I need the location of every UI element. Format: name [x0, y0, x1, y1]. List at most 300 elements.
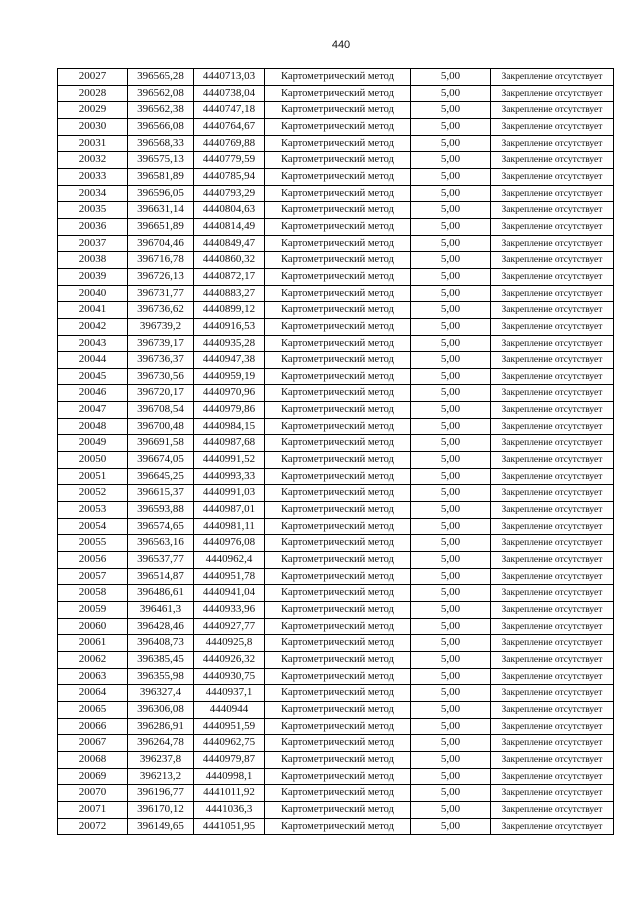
cell-point-number: 20037 — [58, 236, 128, 253]
table-row — [58, 336, 614, 353]
table-row — [58, 485, 614, 502]
table-row — [58, 569, 614, 586]
table-row — [58, 152, 614, 169]
cell-point-number: 20058 — [58, 585, 128, 602]
cell-coordinate-y: 4440785,94 — [194, 169, 265, 186]
cell-coordinate-y: 4440793,29 — [194, 186, 265, 203]
table-row — [58, 619, 614, 636]
cell-coordinate-x: 396708,54 — [128, 402, 194, 419]
cell-fixing: Закрепление отсутствует — [491, 219, 614, 236]
cell-precision: 5,00 — [411, 719, 491, 736]
cell-point-number: 20027 — [58, 69, 128, 86]
cell-point-number: 20043 — [58, 336, 128, 353]
cell-precision: 5,00 — [411, 219, 491, 236]
cell-method: Картометрический метод — [265, 236, 411, 253]
cell-point-number: 20029 — [58, 102, 128, 119]
cell-precision: 5,00 — [411, 302, 491, 319]
cell-method: Картометрический метод — [265, 319, 411, 336]
cell-precision: 5,00 — [411, 819, 491, 836]
cell-precision: 5,00 — [411, 519, 491, 536]
cell-precision: 5,00 — [411, 535, 491, 552]
cell-method: Картометрический метод — [265, 102, 411, 119]
cell-precision: 5,00 — [411, 169, 491, 186]
cell-coordinate-x: 396286,91 — [128, 719, 194, 736]
cell-fixing: Закрепление отсутствует — [491, 685, 614, 702]
cell-point-number: 20067 — [58, 735, 128, 752]
cell-method: Картометрический метод — [265, 519, 411, 536]
cell-point-number: 20052 — [58, 485, 128, 502]
cell-precision: 5,00 — [411, 402, 491, 419]
cell-point-number: 20036 — [58, 219, 128, 236]
cell-coordinate-x: 396736,37 — [128, 352, 194, 369]
table-row — [58, 702, 614, 719]
cell-coordinate-x: 396385,45 — [128, 652, 194, 669]
cell-fixing: Закрепление отсутствует — [491, 802, 614, 819]
cell-point-number: 20050 — [58, 452, 128, 469]
cell-precision: 5,00 — [411, 186, 491, 203]
cell-coordinate-y: 4440769,88 — [194, 136, 265, 153]
cell-fixing: Закрепление отсутствует — [491, 819, 614, 836]
cell-method: Картометрический метод — [265, 86, 411, 103]
cell-precision: 5,00 — [411, 269, 491, 286]
cell-point-number: 20044 — [58, 352, 128, 369]
cell-fixing: Закрепление отсутствует — [491, 619, 614, 636]
cell-fixing: Закрепление отсутствует — [491, 252, 614, 269]
cell-method: Картометрический метод — [265, 802, 411, 819]
table-row — [58, 719, 614, 736]
cell-method: Картометрический метод — [265, 336, 411, 353]
cell-coordinate-x: 396651,89 — [128, 219, 194, 236]
table-row — [58, 769, 614, 786]
cell-coordinate-y: 4440937,1 — [194, 685, 265, 702]
cell-method: Картометрический метод — [265, 252, 411, 269]
cell-method: Картометрический метод — [265, 569, 411, 586]
cell-point-number: 20055 — [58, 535, 128, 552]
cell-point-number: 20045 — [58, 369, 128, 386]
cell-method: Картометрический метод — [265, 585, 411, 602]
cell-coordinate-x: 396739,2 — [128, 319, 194, 336]
cell-point-number: 20039 — [58, 269, 128, 286]
cell-fixing: Закрепление отсутствует — [491, 602, 614, 619]
table-row — [58, 635, 614, 652]
cell-fixing: Закрепление отсутствует — [491, 302, 614, 319]
cell-coordinate-y: 4440998,1 — [194, 769, 265, 786]
cell-coordinate-y: 4440872,17 — [194, 269, 265, 286]
cell-fixing: Закрепление отсутствует — [491, 585, 614, 602]
cell-coordinate-x: 396720,17 — [128, 385, 194, 402]
cell-method: Картометрический метод — [265, 302, 411, 319]
cell-fixing: Закрепление отсутствует — [491, 552, 614, 569]
cell-precision: 5,00 — [411, 619, 491, 636]
table-row — [58, 685, 614, 702]
table-row — [58, 119, 614, 136]
cell-fixing: Закрепление отсутствует — [491, 69, 614, 86]
cell-coordinate-x: 396645,25 — [128, 469, 194, 486]
cell-coordinate-x: 396562,38 — [128, 102, 194, 119]
cell-coordinate-x: 396327,4 — [128, 685, 194, 702]
cell-method: Картометрический метод — [265, 352, 411, 369]
cell-point-number: 20038 — [58, 252, 128, 269]
cell-fixing: Закрепление отсутствует — [491, 752, 614, 769]
cell-method: Картометрический метод — [265, 152, 411, 169]
cell-coordinate-y: 4440993,33 — [194, 469, 265, 486]
table-row — [58, 469, 614, 486]
cell-coordinate-y: 4440944 — [194, 702, 265, 719]
cell-coordinate-y: 4440979,86 — [194, 402, 265, 419]
cell-coordinate-x: 396170,12 — [128, 802, 194, 819]
cell-coordinate-y: 4440747,18 — [194, 102, 265, 119]
cell-fixing: Закрепление отсутствует — [491, 469, 614, 486]
cell-method: Картометрический метод — [265, 552, 411, 569]
cell-coordinate-y: 4440713,03 — [194, 69, 265, 86]
cell-coordinate-x: 396575,13 — [128, 152, 194, 169]
cell-method: Картометрический метод — [265, 719, 411, 736]
cell-method: Картометрический метод — [265, 369, 411, 386]
cell-method: Картометрический метод — [265, 702, 411, 719]
cell-coordinate-y: 4441051,95 — [194, 819, 265, 836]
cell-coordinate-x: 396731,77 — [128, 286, 194, 303]
cell-coordinate-x: 396565,28 — [128, 69, 194, 86]
cell-precision: 5,00 — [411, 202, 491, 219]
cell-coordinate-x: 396306,08 — [128, 702, 194, 719]
table-row — [58, 302, 614, 319]
cell-coordinate-x: 396716,78 — [128, 252, 194, 269]
cell-method: Картометрический метод — [265, 186, 411, 203]
cell-coordinate-x: 396563,16 — [128, 535, 194, 552]
cell-precision: 5,00 — [411, 552, 491, 569]
cell-fixing: Закрепление отсутствует — [491, 152, 614, 169]
cell-coordinate-y: 4440860,32 — [194, 252, 265, 269]
cell-point-number: 20042 — [58, 319, 128, 336]
cell-coordinate-y: 4440987,01 — [194, 502, 265, 519]
cell-fixing: Закрепление отсутствует — [491, 119, 614, 136]
cell-point-number: 20046 — [58, 385, 128, 402]
cell-precision: 5,00 — [411, 369, 491, 386]
cell-coordinate-y: 4441036,3 — [194, 802, 265, 819]
cell-fixing: Закрепление отсутствует — [491, 502, 614, 519]
cell-coordinate-x: 396264,78 — [128, 735, 194, 752]
table-row — [58, 419, 614, 436]
table-row — [58, 735, 614, 752]
cell-point-number: 20035 — [58, 202, 128, 219]
table-row — [58, 286, 614, 303]
cell-coordinate-y: 4440927,77 — [194, 619, 265, 636]
cell-precision: 5,00 — [411, 136, 491, 153]
cell-coordinate-x: 396562,08 — [128, 86, 194, 103]
coordinates-table — [57, 68, 614, 835]
cell-coordinate-y: 4440959,19 — [194, 369, 265, 386]
cell-precision: 5,00 — [411, 702, 491, 719]
cell-method: Картометрический метод — [265, 69, 411, 86]
cell-method: Картометрический метод — [265, 286, 411, 303]
cell-coordinate-x: 396704,46 — [128, 236, 194, 253]
cell-method: Картометрический метод — [265, 269, 411, 286]
cell-coordinate-x: 396631,14 — [128, 202, 194, 219]
cell-fixing: Закрепление отсутствует — [491, 652, 614, 669]
cell-coordinate-y: 4440970,96 — [194, 385, 265, 402]
cell-precision: 5,00 — [411, 119, 491, 136]
cell-coordinate-x: 396736,62 — [128, 302, 194, 319]
cell-coordinate-y: 4440962,75 — [194, 735, 265, 752]
cell-fixing: Закрепление отсутствует — [491, 319, 614, 336]
cell-fixing: Закрепление отсутствует — [491, 419, 614, 436]
cell-point-number: 20048 — [58, 419, 128, 436]
cell-point-number: 20032 — [58, 152, 128, 169]
cell-coordinate-x: 396700,48 — [128, 419, 194, 436]
table-row — [58, 136, 614, 153]
cell-point-number: 20066 — [58, 719, 128, 736]
cell-coordinate-x: 396568,33 — [128, 136, 194, 153]
cell-point-number: 20030 — [58, 119, 128, 136]
cell-point-number: 20063 — [58, 669, 128, 686]
cell-fixing: Закрепление отсутствует — [491, 286, 614, 303]
cell-coordinate-y: 4440738,04 — [194, 86, 265, 103]
cell-method: Картометрический метод — [265, 469, 411, 486]
table-row — [58, 385, 614, 402]
cell-coordinate-y: 4440916,53 — [194, 319, 265, 336]
cell-point-number: 20031 — [58, 136, 128, 153]
table-row — [58, 219, 614, 236]
cell-coordinate-x: 396486,61 — [128, 585, 194, 602]
table-row — [58, 252, 614, 269]
cell-coordinate-x: 396149,65 — [128, 819, 194, 836]
cell-coordinate-y: 4440926,32 — [194, 652, 265, 669]
cell-coordinate-y: 4440764,67 — [194, 119, 265, 136]
cell-method: Картометрический метод — [265, 602, 411, 619]
cell-point-number: 20061 — [58, 635, 128, 652]
cell-precision: 5,00 — [411, 785, 491, 802]
table-row — [58, 552, 614, 569]
cell-method: Картометрический метод — [265, 385, 411, 402]
cell-fixing: Закрепление отсутствует — [491, 669, 614, 686]
cell-point-number: 20040 — [58, 286, 128, 303]
cell-fixing: Закрепление отсутствует — [491, 702, 614, 719]
cell-precision: 5,00 — [411, 602, 491, 619]
cell-method: Картометрический метод — [265, 785, 411, 802]
cell-fixing: Закрепление отсутствует — [491, 785, 614, 802]
table-row — [58, 819, 614, 836]
cell-coordinate-y: 4440991,52 — [194, 452, 265, 469]
cell-fixing: Закрепление отсутствует — [491, 402, 614, 419]
cell-point-number: 20059 — [58, 602, 128, 619]
cell-point-number: 20064 — [58, 685, 128, 702]
table-row — [58, 519, 614, 536]
cell-fixing: Закрепление отсутствует — [491, 86, 614, 103]
cell-point-number: 20028 — [58, 86, 128, 103]
cell-fixing: Закрепление отсутствует — [491, 352, 614, 369]
cell-method: Картометрический метод — [265, 752, 411, 769]
cell-coordinate-y: 4440947,38 — [194, 352, 265, 369]
table-row — [58, 102, 614, 119]
cell-precision: 5,00 — [411, 652, 491, 669]
cell-coordinate-y: 4440962,4 — [194, 552, 265, 569]
cell-method: Картометрический метод — [265, 419, 411, 436]
table-row — [58, 69, 614, 86]
cell-fixing: Закрепление отсутствует — [491, 769, 614, 786]
cell-method: Картометрический метод — [265, 652, 411, 669]
cell-precision: 5,00 — [411, 452, 491, 469]
cell-precision: 5,00 — [411, 502, 491, 519]
cell-coordinate-y: 4440899,12 — [194, 302, 265, 319]
table-row — [58, 669, 614, 686]
cell-coordinate-y: 4440951,59 — [194, 719, 265, 736]
cell-precision: 5,00 — [411, 569, 491, 586]
cell-coordinate-y: 4440849,47 — [194, 236, 265, 253]
cell-fixing: Закрепление отсутствует — [491, 485, 614, 502]
cell-method: Картометрический метод — [265, 219, 411, 236]
cell-method: Картометрический метод — [265, 202, 411, 219]
cell-fixing: Закрепление отсутствует — [491, 169, 614, 186]
cell-coordinate-x: 396596,05 — [128, 186, 194, 203]
cell-fixing: Закрепление отсутствует — [491, 435, 614, 452]
cell-coordinate-x: 396213,2 — [128, 769, 194, 786]
cell-coordinate-x: 396730,56 — [128, 369, 194, 386]
cell-precision: 5,00 — [411, 435, 491, 452]
cell-method: Картометрический метод — [265, 669, 411, 686]
cell-precision: 5,00 — [411, 152, 491, 169]
cell-fixing: Закрепление отсутствует — [491, 102, 614, 119]
cell-coordinate-y: 4440925,8 — [194, 635, 265, 652]
cell-point-number: 20070 — [58, 785, 128, 802]
cell-method: Картометрический метод — [265, 535, 411, 552]
cell-coordinate-y: 4440883,27 — [194, 286, 265, 303]
cell-coordinate-x: 396593,88 — [128, 502, 194, 519]
cell-coordinate-x: 396674,05 — [128, 452, 194, 469]
table-row — [58, 585, 614, 602]
cell-point-number: 20057 — [58, 569, 128, 586]
cell-coordinate-x: 396739,17 — [128, 336, 194, 353]
cell-coordinate-y: 4440981,11 — [194, 519, 265, 536]
cell-coordinate-x: 396537,77 — [128, 552, 194, 569]
cell-coordinate-x: 396461,3 — [128, 602, 194, 619]
cell-precision: 5,00 — [411, 585, 491, 602]
cell-coordinate-y: 4440935,28 — [194, 336, 265, 353]
cell-precision: 5,00 — [411, 352, 491, 369]
cell-method: Картометрический метод — [265, 685, 411, 702]
cell-point-number: 20065 — [58, 702, 128, 719]
cell-coordinate-x: 396581,89 — [128, 169, 194, 186]
cell-fixing: Закрепление отсутствует — [491, 202, 614, 219]
cell-coordinate-x: 396355,98 — [128, 669, 194, 686]
cell-fixing: Закрепление отсутствует — [491, 336, 614, 353]
table-row — [58, 802, 614, 819]
cell-coordinate-y: 4440814,49 — [194, 219, 265, 236]
cell-point-number: 20053 — [58, 502, 128, 519]
cell-coordinate-x: 396237,8 — [128, 752, 194, 769]
cell-fixing: Закрепление отсутствует — [491, 635, 614, 652]
cell-precision: 5,00 — [411, 735, 491, 752]
cell-precision: 5,00 — [411, 336, 491, 353]
table-row — [58, 269, 614, 286]
cell-coordinate-y: 4440933,96 — [194, 602, 265, 619]
cell-precision: 5,00 — [411, 419, 491, 436]
cell-precision: 5,00 — [411, 685, 491, 702]
table-row — [58, 402, 614, 419]
cell-method: Картометрический метод — [265, 435, 411, 452]
cell-fixing: Закрепление отсутствует — [491, 186, 614, 203]
cell-coordinate-y: 4440779,59 — [194, 152, 265, 169]
page-number: 440 — [331, 39, 351, 51]
table-row — [58, 602, 614, 619]
cell-point-number: 20068 — [58, 752, 128, 769]
cell-precision: 5,00 — [411, 286, 491, 303]
cell-method: Картометрический метод — [265, 635, 411, 652]
cell-coordinate-x: 396574,65 — [128, 519, 194, 536]
cell-precision: 5,00 — [411, 252, 491, 269]
cell-point-number: 20072 — [58, 819, 128, 836]
cell-fixing: Закрепление отсутствует — [491, 269, 614, 286]
cell-coordinate-y: 4441011,92 — [194, 785, 265, 802]
cell-coordinate-x: 396615,37 — [128, 485, 194, 502]
table-row — [58, 86, 614, 103]
cell-coordinate-x: 396428,46 — [128, 619, 194, 636]
cell-method: Картометрический метод — [265, 769, 411, 786]
cell-fixing: Закрепление отсутствует — [491, 519, 614, 536]
cell-point-number: 20047 — [58, 402, 128, 419]
table-row — [58, 186, 614, 203]
cell-precision: 5,00 — [411, 635, 491, 652]
cell-point-number: 20054 — [58, 519, 128, 536]
cell-coordinate-y: 4440951,78 — [194, 569, 265, 586]
table-row — [58, 535, 614, 552]
cell-precision: 5,00 — [411, 86, 491, 103]
table-row — [58, 352, 614, 369]
cell-coordinate-y: 4440941,04 — [194, 585, 265, 602]
cell-precision: 5,00 — [411, 102, 491, 119]
cell-coordinate-y: 4440804,63 — [194, 202, 265, 219]
cell-method: Картометрический метод — [265, 619, 411, 636]
cell-point-number: 20069 — [58, 769, 128, 786]
cell-fixing: Закрепление отсутствует — [491, 452, 614, 469]
cell-fixing: Закрепление отсутствует — [491, 719, 614, 736]
table-row — [58, 452, 614, 469]
cell-precision: 5,00 — [411, 669, 491, 686]
cell-fixing: Закрепление отсутствует — [491, 136, 614, 153]
cell-precision: 5,00 — [411, 752, 491, 769]
cell-coordinate-x: 396691,58 — [128, 435, 194, 452]
cell-point-number: 20062 — [58, 652, 128, 669]
cell-coordinate-y: 4440984,15 — [194, 419, 265, 436]
cell-precision: 5,00 — [411, 385, 491, 402]
table-row — [58, 652, 614, 669]
cell-coordinate-x: 396514,87 — [128, 569, 194, 586]
cell-method: Картометрический метод — [265, 819, 411, 836]
cell-point-number: 20041 — [58, 302, 128, 319]
cell-method: Картометрический метод — [265, 502, 411, 519]
cell-fixing: Закрепление отсутствует — [491, 735, 614, 752]
cell-fixing: Закрепление отсутствует — [491, 569, 614, 586]
cell-fixing: Закрепление отсутствует — [491, 236, 614, 253]
cell-precision: 5,00 — [411, 319, 491, 336]
cell-precision: 5,00 — [411, 802, 491, 819]
cell-method: Картометрический метод — [265, 485, 411, 502]
table-row — [58, 369, 614, 386]
cell-coordinate-x: 396566,08 — [128, 119, 194, 136]
cell-precision: 5,00 — [411, 69, 491, 86]
cell-precision: 5,00 — [411, 469, 491, 486]
table-row — [58, 169, 614, 186]
cell-method: Картометрический метод — [265, 119, 411, 136]
cell-coordinate-y: 4440979,87 — [194, 752, 265, 769]
cell-coordinate-x: 396726,13 — [128, 269, 194, 286]
cell-fixing: Закрепление отсутствует — [491, 385, 614, 402]
table-row — [58, 502, 614, 519]
cell-coordinate-y: 4440976,08 — [194, 535, 265, 552]
cell-method: Картометрический метод — [265, 402, 411, 419]
cell-point-number: 20049 — [58, 435, 128, 452]
cell-precision: 5,00 — [411, 485, 491, 502]
table-row — [58, 435, 614, 452]
